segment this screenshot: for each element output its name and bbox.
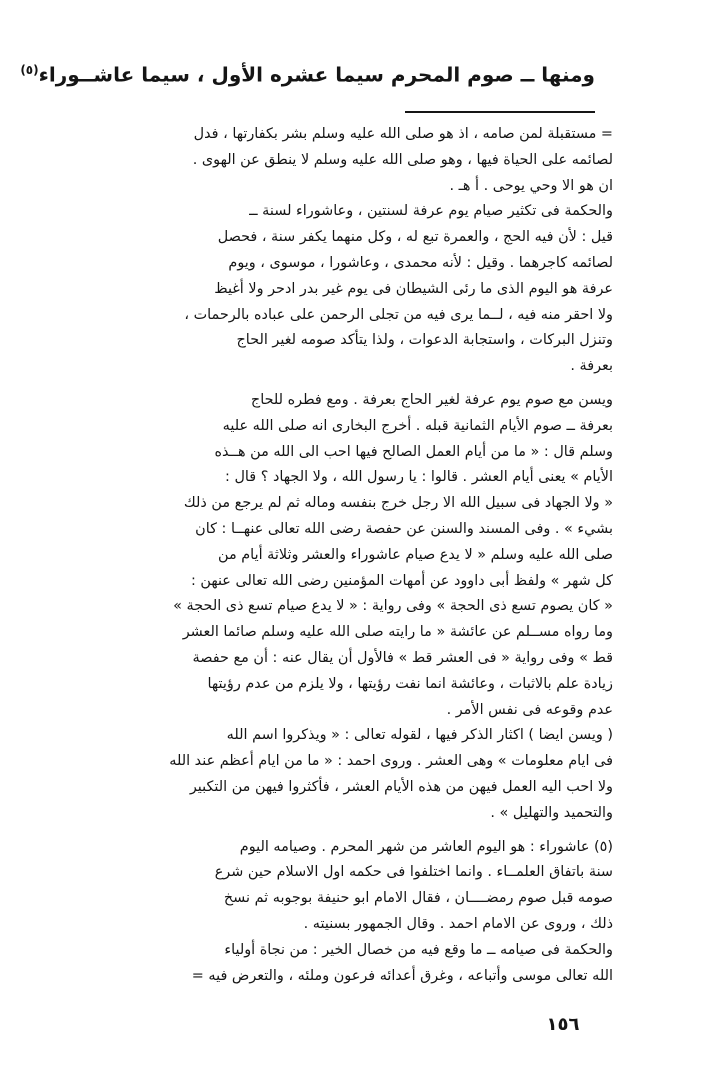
footnote-line: (٥) عاشوراء : هو اليوم العاشر من شهر المحرم . وصيامه اليوم <box>239 838 613 855</box>
section-heading <box>20 52 595 93</box>
text-line: ولا احقر منه فيه ، لــما يرى فيه من تجلى الرحمن على عباده بالرحمات ، <box>184 306 613 323</box>
footnote-line: صومه قبل صوم رمضــــان ، فقال الامام ابو حنيفة بوجوبه ثم نسخ <box>223 890 613 907</box>
footnote-divider <box>405 111 595 113</box>
text-line: عدم وقوعه فى نفس الأمر . <box>446 701 613 718</box>
text-line: قط » وفى رواية « فى العشر قط » فالأول أن يقال عنه : أن مع حفصة <box>192 649 613 666</box>
footnote-line: الله تعالى موسى وأتباعه ، وغرق أعدائه فرعون وملئه ، والتعرض فيه = <box>191 967 613 984</box>
text-line: ان هو الا وحي يوحى . أ هـ . <box>449 177 613 194</box>
footnote-line: والحكمة فى صيامه ــ ما وقع فيه من خصال الخير : من نجاة أولياء <box>224 941 613 958</box>
text-line: بعرفة . <box>570 358 613 375</box>
text-line: فى ايام معلومات » وهى العشر . وروى احمد : « ما من ايام أعظم عند الله <box>169 753 613 770</box>
text-line: وتنزل البركات ، واستجابة الدعوات ، ولذا يتأكد صومه لغير الحاج <box>236 332 613 349</box>
text-line: زيادة علم بالاثبات ، وعائشة انما نفت رؤيتها ، ولا يلزم من عدم رؤيتها <box>207 675 613 692</box>
footnote-reference: (٥) <box>20 63 39 77</box>
text-line: والحكمة فى تكثير صيام يوم عرفة لسنتين ، وعاشوراء لسنة ــ <box>249 203 613 220</box>
text-line: = مستقبلة لمن صامه ، اذ هو صلى الله عليه وسلم بشر بكفارتها ، فدل <box>193 126 613 142</box>
paragraph-gap <box>103 827 613 835</box>
text-line: الأيام » يعنى أيام العشر . قالوا : يا رسول الله ، ولا الجهاد ؟ قال : <box>225 469 613 486</box>
text-line: وما رواه مســلم عن عائشة « ما رايته صلى الله عليه وسلم صائما العشر <box>182 624 613 641</box>
text-line: وسلم قال : « ما من أيام العمل الصالح فيها احب الى الله من هــذه <box>214 443 613 460</box>
text-line: لصائمه كاجرهما . وقيل : لأنه محمدى ، وعاشورا ، موسوى ، ويوم <box>228 254 613 271</box>
page-number: ١٥٦ <box>546 1014 580 1035</box>
text-line: بشيء » . وفى المسند والسنن عن حفصة رضى الله تعالى عنهــا : كان <box>195 520 613 537</box>
text-line: ( ويسن ايضا ) اكثار الذكر فيها ، لقوله تعالى : « ويذكروا اسم الله <box>226 727 613 744</box>
text-line: لصائمه على الحياة فيها ، وهو صلى الله عليه وسلم لا ينطق عن الهوى . <box>192 151 613 168</box>
paragraph-gap <box>103 380 613 388</box>
text-line: صلى الله عليه وسلم « لا يدع صيام عاشوراء والعشر وثلاثة أيام من <box>218 546 613 563</box>
text-line: قيل : لأن فيه الحج ، والعمرة تبع له ، وكل منهما يكفر سنة ، فحصل <box>217 229 613 246</box>
text-line: والتحميد والتهليل » . <box>490 804 613 821</box>
text-line: « ولا الجهاد فى سبيل الله الا رجل خرج بنفسه وماله ثم لم يرجع من ذلك <box>183 495 613 512</box>
footnote-line: ذلك ، وروى عن الامام احمد . وقال الجمهور بسنيته . <box>303 915 613 932</box>
page-body <box>103 122 613 989</box>
text-line: ولا احب اليه العمل فيهن من هذه الأيام العشر ، فأكثروا فيهن من التكبير <box>189 778 613 795</box>
text-line: « كان يصوم تسع ذى الحجة » وفى رواية : « لا يدع صيام تسع ذى الحجة » <box>173 598 613 615</box>
text-line: ويسن مع صوم يوم عرفة لغير الحاج بعرفة . ومع فطره للحاج <box>250 391 613 408</box>
text-line: بعرفة ــ صوم الأيام الثمانية قبله . أخرج البخارى انه صلى الله عليه <box>222 417 613 434</box>
text-line: عرفة هو اليوم الذى ما رئى الشيطان فى يوم غير بدر ادحر ولا أغيظ <box>214 280 613 297</box>
section-heading-text: ومنها ــ صوم المحرم سيما عشره الأول ، سيما عاشــوراء <box>38 62 595 87</box>
footnote-line: سنة باتفاق العلمــاء . وانما اختلفوا فى حكمه اول الاسلام حين شرع <box>214 864 613 881</box>
text-line: كل شهر » ولفظ أبى داوود عن أمهات المؤمنين رضى الله تعالى عنهن : <box>190 572 613 589</box>
